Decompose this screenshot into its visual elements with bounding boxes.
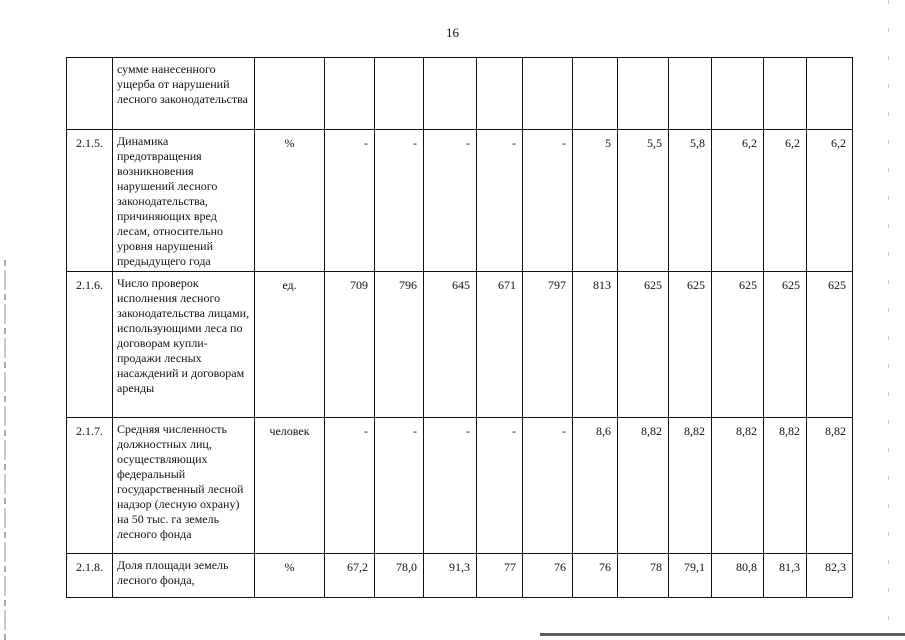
value-cell [375, 58, 424, 130]
value-cell: 76 [523, 554, 573, 598]
value-cell [712, 58, 764, 130]
value-cell: 625 [764, 272, 807, 418]
value-cell: 645 [424, 272, 477, 418]
page-number: 16 [446, 25, 459, 40]
value-cell: 5,5 [618, 130, 669, 272]
value-cell: 76 [573, 554, 618, 598]
value-cell: 8,82 [618, 418, 669, 554]
value-cell: 79,1 [669, 554, 712, 598]
scan-right-artifact [888, 0, 889, 640]
unit-cell: ед. [255, 272, 325, 418]
value-cell: 813 [573, 272, 618, 418]
row-number: 2.1.7. [67, 418, 113, 554]
indicators-table [66, 57, 853, 598]
value-cell: - [523, 130, 573, 272]
value-cell [325, 58, 375, 130]
value-cell: - [424, 418, 477, 554]
value-cell [424, 58, 477, 130]
value-cell: 671 [477, 272, 523, 418]
value-cell: 8,82 [807, 418, 853, 554]
table-row [67, 130, 853, 272]
unit-cell [255, 58, 325, 130]
table-row [67, 418, 853, 554]
scan-edge-artifact [4, 260, 6, 640]
row-number: 2.1.5. [67, 130, 113, 272]
indicator-text: Число проверок исполнения лесного законодательства лицами, использующими леса по договорам купли-продажи лесных насаждений и договорам аренды [113, 272, 255, 418]
table-row [67, 554, 853, 598]
value-cell: 82,3 [807, 554, 853, 598]
value-cell: 5,8 [669, 130, 712, 272]
value-cell: 91,3 [424, 554, 477, 598]
value-cell [573, 58, 618, 130]
value-cell: 80,8 [712, 554, 764, 598]
value-cell: 8,82 [669, 418, 712, 554]
value-cell: - [477, 130, 523, 272]
row-number: 2.1.8. [67, 554, 113, 598]
value-cell: 6,2 [807, 130, 853, 272]
value-cell: 709 [325, 272, 375, 418]
indicator-text: сумме нанесенного ущерба от нарушений лесного законодательства [113, 58, 255, 130]
value-cell: 78 [618, 554, 669, 598]
scan-bottom-artifact [540, 633, 905, 636]
value-cell [477, 58, 523, 130]
value-cell [764, 58, 807, 130]
row-number [67, 58, 113, 130]
value-cell: 81,3 [764, 554, 807, 598]
value-cell [523, 58, 573, 130]
value-cell: 6,2 [764, 130, 807, 272]
value-cell: - [477, 418, 523, 554]
value-cell [669, 58, 712, 130]
unit-cell: % [255, 554, 325, 598]
value-cell: 625 [618, 272, 669, 418]
value-cell: - [375, 418, 424, 554]
value-cell: 8,82 [712, 418, 764, 554]
table-row [67, 58, 853, 130]
indicator-text: Средняя численность должностных лиц, осуществляющих федеральный государственный лесной надзор (лесную охрану) на 50 тыс. га земель лесного фонда [113, 418, 255, 554]
value-cell: 5 [573, 130, 618, 272]
value-cell: 8,6 [573, 418, 618, 554]
unit-cell: человек [255, 418, 325, 554]
table-row [67, 272, 853, 418]
indicator-text: Динамика предотвращения возникновения нарушений лесного законодательства, причиняющих вред лесам, относительно уровня нарушений предыдущего года [113, 130, 255, 272]
value-cell: 625 [807, 272, 853, 418]
value-cell: 8,82 [764, 418, 807, 554]
value-cell: - [523, 418, 573, 554]
value-cell: 796 [375, 272, 424, 418]
value-cell [618, 58, 669, 130]
value-cell: 67,2 [325, 554, 375, 598]
value-cell: - [325, 130, 375, 272]
unit-cell: % [255, 130, 325, 272]
value-cell: 78,0 [375, 554, 424, 598]
value-cell: 625 [669, 272, 712, 418]
value-cell: 6,2 [712, 130, 764, 272]
value-cell: 77 [477, 554, 523, 598]
indicator-text: Доля площади земель лесного фонда, [113, 554, 255, 598]
value-cell: 797 [523, 272, 573, 418]
value-cell: - [325, 418, 375, 554]
value-cell: - [424, 130, 477, 272]
value-cell [807, 58, 853, 130]
value-cell: 625 [712, 272, 764, 418]
row-number: 2.1.6. [67, 272, 113, 418]
value-cell: - [375, 130, 424, 272]
